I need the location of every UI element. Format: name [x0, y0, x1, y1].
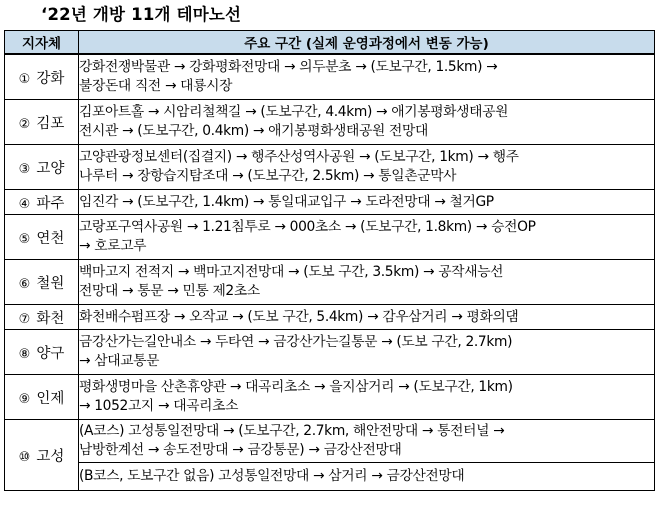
row-number: ⑨ — [18, 391, 31, 407]
table-row-ganghwa — [5, 54, 655, 100]
region-name: 인제 — [36, 390, 65, 407]
route-cell — [79, 145, 655, 190]
region-name: 김포 — [36, 115, 65, 132]
region-name: 철원 — [36, 275, 65, 292]
table-row-yeoncheon — [5, 215, 655, 260]
table-row-hwacheon — [5, 305, 655, 330]
route-line: 나루터 → 장항습지탐조대 → (도보구간, 2.5km) → 통일촌군막사 — [79, 168, 457, 184]
route-cell-course-b — [79, 463, 655, 491]
header-main-section: 주요 구간 (실제 운영과정에서 변동 가능) — [79, 31, 655, 55]
region-cell — [5, 190, 79, 215]
route-line: → 1052고지 → 대곡리초소 — [79, 398, 239, 414]
table-row-goyang — [5, 145, 655, 190]
route-line: 화천배수펌프장 → 오작교 → (도보 구간, 5.4km) → 감우삼거리 → 평화의댐 — [79, 308, 519, 325]
route-line: 남방한계선 → 송도전망대 → 금강통문) → 금강산전망대 — [79, 442, 402, 458]
route-cell — [79, 330, 655, 375]
table-header-row — [5, 31, 655, 55]
row-number: ④ — [18, 196, 31, 212]
route-line: (A코스) 고성통일전망대 → (도보구간, 2.7km, 해안전망대 → 통전터널 → — [79, 423, 505, 439]
route-line: 고양관광정보센터(집결지) → 행주산성역사공원 → (도보구간, 1km) → 행주 — [79, 149, 519, 165]
region-cell — [5, 305, 79, 330]
route-line: 전망대 → 통문 → 민통 제2초소 — [79, 283, 260, 299]
row-number: ⑧ — [18, 346, 31, 362]
table-row-goseong-b — [5, 463, 655, 491]
region-cell — [5, 54, 79, 100]
route-line: 불장돈대 직전 → 대룡시장 — [79, 78, 233, 94]
route-cell — [79, 260, 655, 305]
row-number: ② — [18, 116, 31, 132]
route-line: 김포아트홀 → 시암리철책길 → (도보구간, 4.4km) → 애기봉평화생태공원 — [79, 104, 509, 120]
route-line: 전시관 → (도보구간, 0.4km) → 애기봉평화생태공원 전망대 — [79, 123, 428, 139]
region-cell — [5, 260, 79, 305]
route-cell — [79, 54, 655, 100]
route-line: 임진각 → (도보구간, 1.4km) → 통일대교입구 → 도라전망대 → 철거GP — [79, 193, 494, 210]
region-cell — [5, 420, 79, 491]
theme-route-table — [4, 30, 655, 491]
route-cell — [79, 305, 655, 330]
route-line: 강화전쟁박물관 → 강화평화전망대 → 의두분초 → (도보구간, 1.5km) → — [79, 59, 498, 75]
route-line: → 삼대교통문 — [79, 353, 160, 369]
route-cell — [79, 375, 655, 420]
route-cell — [79, 190, 655, 215]
region-name: 양구 — [36, 345, 65, 362]
table-row-inje — [5, 375, 655, 420]
region-name: 고성 — [36, 448, 65, 465]
route-line: 고랑포구역사공원 → 1.21침투로 → 000초소 → (도보구간, 1.8km) → 승전OP — [79, 219, 536, 235]
region-name: 화천 — [36, 310, 65, 327]
region-name: 연천 — [36, 230, 65, 247]
route-cell — [79, 215, 655, 260]
route-line: → 호로고루 — [79, 238, 147, 254]
region-name: 고양 — [36, 160, 65, 177]
region-cell — [5, 145, 79, 190]
table-row-gimpo — [5, 100, 655, 145]
table-row-paju — [5, 190, 655, 215]
table-row-goseong-a — [5, 420, 655, 463]
region-cell — [5, 215, 79, 260]
route-line: (B코스, 도보구간 없음) 고성통일전망대 → 삼거리 → 금강산전망대 — [79, 468, 465, 484]
header-municipality: 지자체 — [5, 31, 79, 55]
document-title: ‘22년 개방 11개 테마노선 — [41, 5, 242, 24]
region-name: 강화 — [36, 70, 65, 87]
region-cell — [5, 330, 79, 375]
region-cell — [5, 100, 79, 145]
region-cell — [5, 375, 79, 420]
row-number: ③ — [18, 161, 31, 177]
route-line: 평화생명마을 산촌휴양관 → 대곡리초소 → 을지삼거리 → (도보구간, 1km) — [79, 379, 513, 395]
row-number: ⑦ — [18, 311, 31, 327]
row-number: ⑤ — [18, 231, 31, 247]
table-row-cheorwon — [5, 260, 655, 305]
table-row-yanggu — [5, 330, 655, 375]
route-cell-course-a — [79, 420, 655, 463]
route-cell — [79, 100, 655, 145]
row-number: ⑩ — [18, 449, 31, 465]
route-line: 백마고지 전적지 → 백마고지전망대 → (도보 구간, 3.5km) → 공작새능선 — [79, 264, 504, 280]
route-line: 금강산가는길안내소 → 두타연 → 금강산가는길통문 → (도보 구간, 2.7km) — [79, 334, 513, 350]
region-name: 파주 — [36, 195, 65, 212]
row-number: ⑥ — [18, 276, 31, 292]
row-number: ① — [18, 71, 31, 87]
